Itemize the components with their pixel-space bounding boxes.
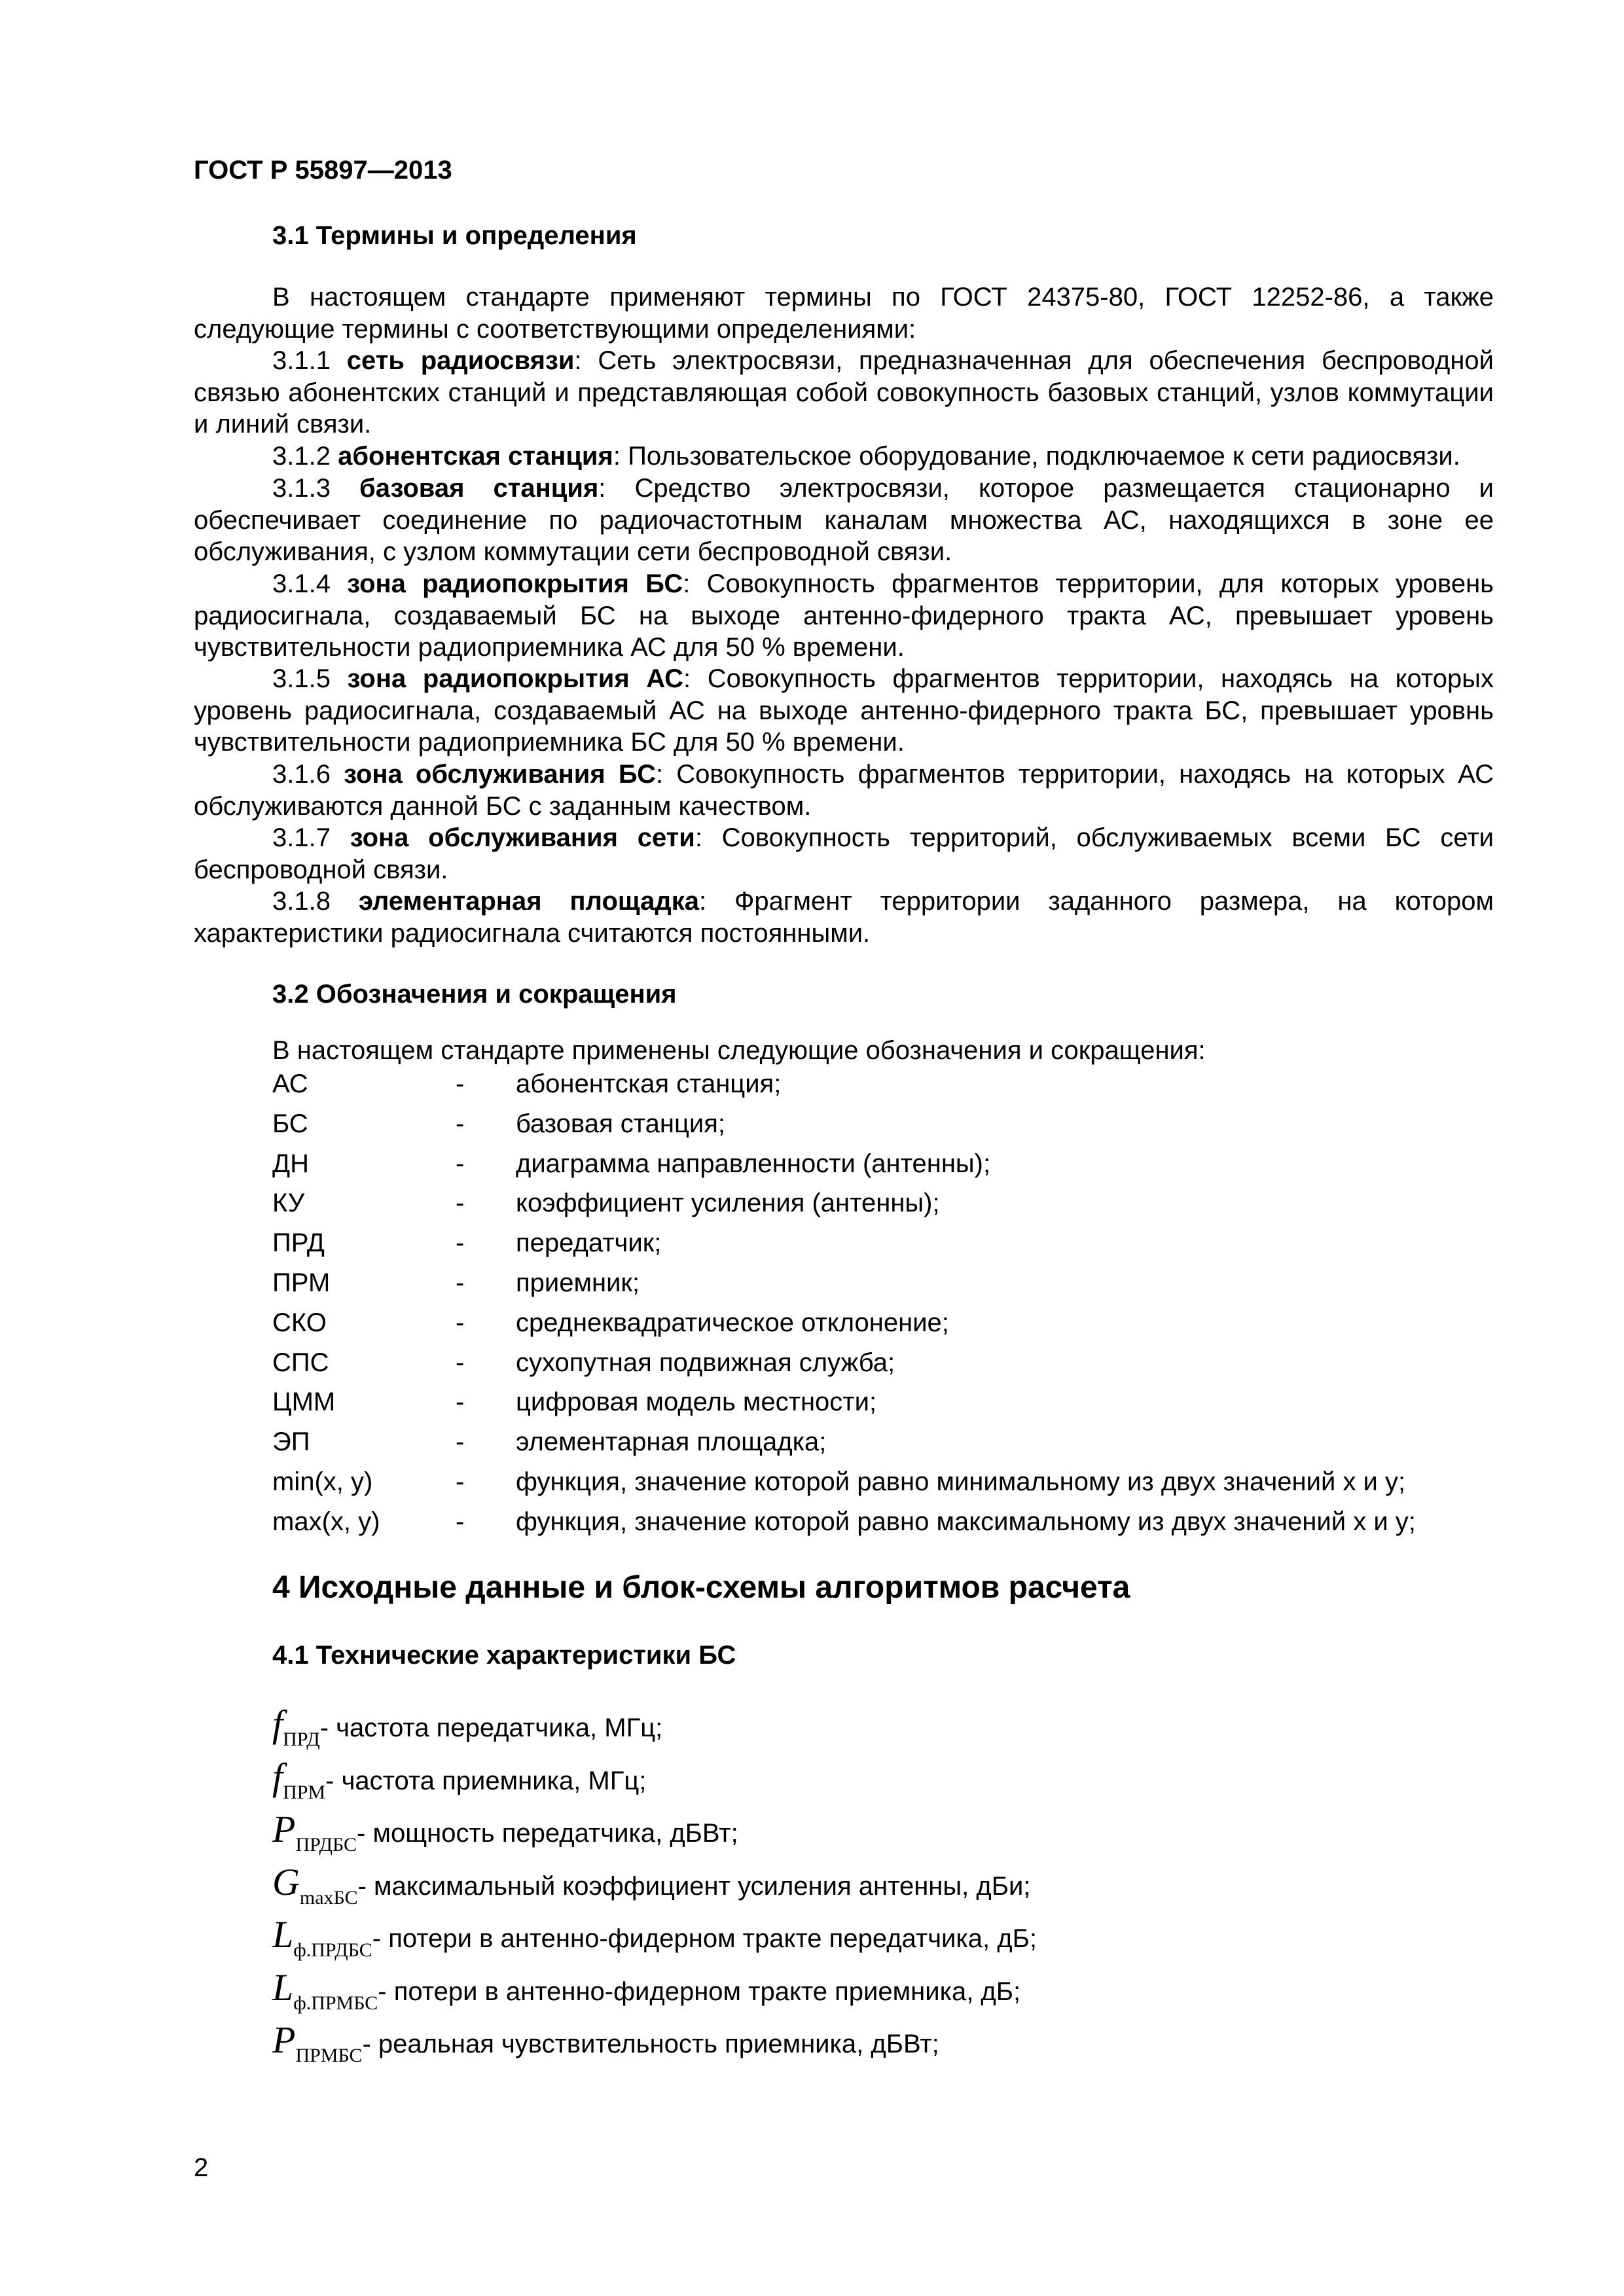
abbreviation-row — [272, 1069, 1516, 1109]
term-name: зона радиопокрытия БС — [347, 569, 683, 598]
symbol-letter: f — [272, 1755, 283, 1798]
symbol-subscript: ПРДБС — [295, 1834, 357, 1856]
term-name: зона радиопокрытия АС — [347, 664, 684, 693]
abbreviation-dash: - — [456, 1348, 465, 1377]
term-name: зона обслуживания сети — [350, 823, 695, 852]
abbreviation-def: функция, значение которой равно максимальному из двух значений x и y; — [516, 1507, 1416, 1536]
symbol-row — [272, 1807, 738, 1857]
term-paragraph: 3.1.5 зона радиопокрытия АС: Совокупность фрагментов территории, находясь на которых уровень радиосигнала, создаваемый АС на выходе антенно-фидерного тракта БС, превышает уровнь чувствительности радиоприемника БС для 50 % времени. — [194, 664, 1494, 757]
abbreviation-code: ПРМ — [272, 1268, 331, 1297]
symbol-description: - частота передатчика, МГц; — [319, 1713, 663, 1742]
term-name: элементарная площадка — [358, 887, 700, 916]
symbol-row — [272, 1702, 662, 1751]
abbreviation-row — [272, 1467, 1516, 1507]
section-4-title: 4 Исходные данные и блок-схемы алгоритмов расчета — [272, 1570, 1130, 1605]
symbol-description: - потери в антенно-фидерном тракте приемника, дБ; — [378, 1977, 1021, 2006]
abbreviation-code: БС — [272, 1109, 308, 1138]
abbreviation-def: коэффициент усиления (антенны); — [516, 1189, 940, 1218]
abbreviation-code: КУ — [272, 1189, 305, 1218]
abbreviation-code: min(x, y) — [272, 1467, 373, 1496]
page-number: 2 — [194, 2153, 209, 2182]
symbol-subscript: ПРМ — [283, 1781, 326, 1803]
term-name: сеть радиосвязи — [346, 346, 575, 375]
symbol-row — [272, 2018, 939, 2068]
section-3-2-title: 3.2 Обозначения и сокращения — [272, 980, 677, 1009]
abbreviation-dash: - — [456, 1268, 465, 1297]
section-4-1-title: 4.1 Технические характеристики БС — [272, 1641, 736, 1670]
section-3-1-title: 3.1 Термины и определения — [272, 221, 637, 250]
abbreviation-code: СКО — [272, 1308, 327, 1337]
abbreviation-dash: - — [456, 1229, 465, 1258]
abbreviation-code: СПС — [272, 1348, 329, 1377]
symbol-row — [272, 1860, 1030, 1910]
abbreviation-row — [272, 1268, 1516, 1308]
abbreviation-row — [272, 1189, 1516, 1228]
abbreviation-dash: - — [456, 1467, 465, 1496]
abbreviation-dash: - — [456, 1189, 465, 1218]
term-name: базовая станция — [359, 474, 599, 503]
abbreviation-dash: - — [456, 1427, 465, 1457]
term-paragraph: 3.1.4 зона радиопокрытия БС: Совокупность фрагментов территории, для которых уровень радиосигнала, создаваемый БС на выходе антенно-фидерного тракта АС, превышает уровень чувствительности радиоприемника АС для 50 % времени. — [194, 569, 1494, 662]
abbreviation-def: передатчик; — [516, 1229, 662, 1258]
abbreviation-code: max(x, y) — [272, 1507, 380, 1536]
term-name: абонентская станция — [338, 442, 613, 471]
abbreviation-def: абонентская станция; — [516, 1069, 782, 1098]
symbol-description: - максимальный коэффициент усиления антенны, дБи; — [357, 1871, 1031, 1901]
abbreviation-row — [272, 1507, 1516, 1547]
term-paragraph: 3.1.7 зона обслуживания сети: Совокупность территорий, обслуживаемых всеми БС сети беспроводной связи. — [194, 823, 1494, 884]
term-paragraph: 3.1.3 базовая станция: Средство электросвязи, которое размещается стационарно и обеспечивает соединение по радиочастотным каналам множества АС, находящихся в зоне ее обслуживания, с узлом коммутации сети беспроводной связи. — [194, 474, 1494, 566]
term-name: зона обслуживания БС — [344, 760, 656, 789]
abbreviation-code: ЭП — [272, 1427, 310, 1457]
abbreviation-code: АС — [272, 1069, 308, 1098]
symbol-row — [272, 1912, 1037, 1962]
term-paragraph: 3.1.1 сеть радиосвязи: Сеть электросвязи, предназначенная для обеспечения беспроводной связью абонентских станций и представляющая собой совокупность базовых станций, узлов коммутации и линий связи. — [194, 346, 1494, 439]
symbol-letter: P — [272, 1808, 296, 1850]
symbol-description: - частота приемника, МГц; — [325, 1766, 647, 1795]
abbreviation-def: приемник; — [516, 1268, 640, 1297]
abbreviation-def: базовая станция; — [516, 1109, 725, 1138]
abbreviation-row — [272, 1149, 1516, 1189]
section-3-2-intro: В настоящем стандарте применены следующие обозначения и сокращения: — [272, 1036, 1206, 1065]
symbol-row — [272, 1755, 646, 1804]
symbol-row — [272, 1965, 1020, 2015]
symbol-letter: G — [272, 1860, 300, 1903]
symbol-letter: L — [272, 1965, 294, 2009]
symbol-letter: L — [272, 1913, 294, 1956]
abbreviation-code: ПРД — [272, 1229, 325, 1258]
abbreviation-def: сухопутная подвижная служба; — [516, 1348, 895, 1377]
symbol-subscript: maxБС — [299, 1886, 358, 1909]
abbreviation-row — [272, 1427, 1516, 1467]
term-paragraph: 3.1.2 абонентская станция: Пользовательское оборудование, подключаемое к сети радиосвязи. — [272, 442, 1460, 471]
symbol-description: - потери в антенно-фидерном тракте передатчика, дБ; — [372, 1924, 1037, 1953]
abbreviation-dash: - — [456, 1109, 465, 1138]
abbreviation-code: ДН — [272, 1149, 309, 1178]
term-paragraph: 3.1.6 зона обслуживания БС: Совокупность фрагментов территории, находясь на которых АС обслуживаются данной БС с заданным качеством. — [194, 760, 1494, 821]
abbreviation-dash: - — [456, 1069, 465, 1098]
symbol-subscript: ПРМБС — [295, 2045, 363, 2066]
symbol-subscript: ф.ПРДБС — [293, 1939, 372, 1961]
abbreviation-def: диаграмма направленности (антенны); — [516, 1149, 991, 1178]
section-3-1-intro: В настоящем стандарте применяют термины по ГОСТ 24375-80, ГОСТ 12252-86, а также следующие термины с соответствующими определениями: — [194, 283, 1494, 344]
abbreviation-def: элементарная площадка; — [516, 1427, 827, 1457]
symbol-letter: f — [272, 1702, 283, 1745]
symbol-subscript: ф.ПРМБС — [293, 1992, 378, 2014]
abbreviation-dash: - — [456, 1149, 465, 1178]
abbreviation-row — [272, 1109, 1516, 1149]
abbreviation-row — [272, 1229, 1516, 1268]
abbreviation-row — [272, 1308, 1516, 1348]
abbreviation-def: среднеквадратическое отклонение; — [516, 1308, 949, 1337]
abbreviation-dash: - — [456, 1388, 465, 1417]
symbol-letter: P — [272, 2018, 296, 2061]
abbreviation-code: ЦММ — [272, 1388, 336, 1417]
abbreviation-row — [272, 1388, 1516, 1427]
symbol-subscript: ПРД — [283, 1729, 320, 1750]
abbreviation-row — [272, 1348, 1516, 1388]
symbol-description: - мощность передатчика, дБВт; — [357, 1819, 738, 1848]
abbreviation-dash: - — [456, 1507, 465, 1536]
abbreviation-dash: - — [456, 1308, 465, 1337]
document-header-code: ГОСТ Р 55897—2013 — [194, 156, 452, 185]
abbreviation-def: функция, значение которой равно минимальному из двух значений x и y; — [516, 1467, 1406, 1496]
abbreviation-def: цифровая модель местности; — [516, 1388, 877, 1417]
symbol-description: - реальная чувствительность приемника, дБВт; — [362, 2030, 939, 2058]
term-paragraph: 3.1.8 элементарная площадка: Фрагмент территории заданного размера, на котором характеристики радиосигнала считаются постоянными. — [194, 887, 1494, 948]
